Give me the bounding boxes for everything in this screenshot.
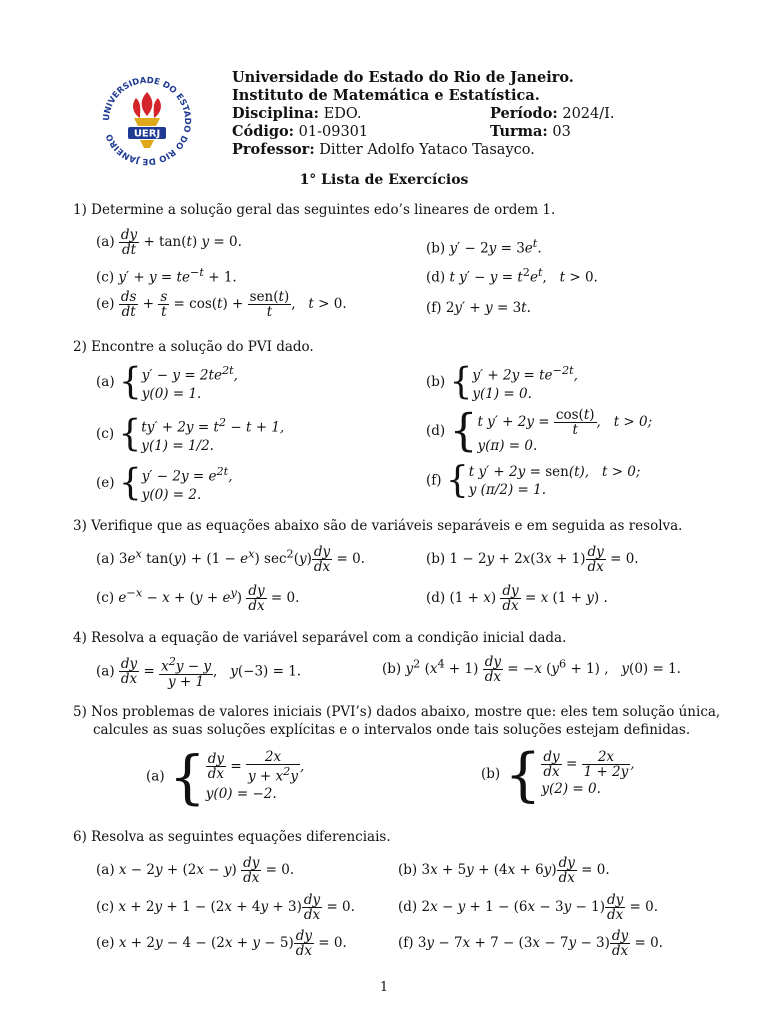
q5-item-a: (a) { $\frac{dy}{dx}$ = $\frac{2x}{y + x^2y}$ , y(0) = −2. [146, 742, 305, 811]
q3-item-d: (d) (1 + x) $\frac{dy}{dx}$ = x (1 + y) . [426, 583, 608, 614]
class-label: Turma: [490, 123, 548, 140]
question-5-line2: calcules as suas soluções explícitas e o intervalos onde tais soluções estejam definidas. [93, 722, 691, 738]
professor-value: Ditter Adolfo Yataco Tasayco. [319, 142, 535, 158]
q1-item-d: (d) t $y' - y = t^2e^t$, t > 0. [426, 266, 598, 286]
code-label: Código: [232, 123, 295, 140]
question-6: 6) Resolva as seguintes equações diferenciais. [73, 829, 391, 845]
uerj-logo [98, 72, 196, 170]
question-1: 1) Determine a solução geral das seguintes edo’s lineares de ordem 1. [73, 202, 556, 218]
q1-item-b: (b) $y' - 2y = 3e^t$. [426, 237, 542, 257]
period-label: Período: [490, 105, 558, 122]
q2-item-f: (f) {t y′ + 2y = sen(t), t > 0; y (π/2) = 1. [426, 460, 641, 501]
professor-label: Professor: [232, 141, 315, 158]
question-3: 3) Verifique que as equações abaixo são de variáveis separáveis e em seguida as resolva. [73, 518, 683, 534]
q1-item-a: (a) $\frac{dy}{dt}$ + tan(t) y = 0. [96, 227, 242, 258]
q1-item-c: (c) $y' + y = te^{-t} + 1$. [96, 266, 237, 286]
question-5-line1: 5) Nos problemas de valores iniciais (PVI’s) dados abaixo, mostre que: eles tem solução única, [73, 704, 721, 720]
logo-text: UERJ [133, 128, 161, 140]
discipline-label: Disciplina: [232, 105, 320, 122]
period-value: 2024/I. [562, 106, 615, 122]
page-title: 1° Lista de Exercícios [299, 172, 469, 188]
q1-item-f: (f) 2y′ + y = 3t. [426, 300, 531, 316]
question-4: 4) Resolva a equação de variável separável com a condição inicial dada. [73, 630, 567, 646]
question-2: 2) Encontre a solução do PVI dado. [73, 339, 314, 355]
q3-item-c: (c) $e^{-x} - x + (y + e^y)$ $\frac{dy}{dx}$ = 0. [96, 583, 300, 614]
svg-text:UNIVERSIDADE DO ESTADO DO RIO: UNIVERSIDADE DO ESTADO DO RIO DE JANEIRO [101, 75, 193, 167]
q1-item-e: (e) $\frac{ds}{dt}$ + $\frac{s}{t}$ = cos(t) + $\frac{\text{sen(t)}}{t}$ , t > 0. [96, 289, 347, 320]
q6-item-b: (b) 3x + 5y + (4x + 6y) $\frac{dy}{dx}$ = 0. [398, 855, 610, 886]
q6-item-e: (e) x + 2y − 4 − (2x + y − 5) $\frac{dy}{dx}$ = 0. [96, 928, 347, 959]
page-number: 1 [379, 980, 389, 995]
institute-name: Instituto de Matemática e Estatística. [232, 87, 540, 104]
q2-item-a: (a) {$y' - y = 2te^{2t}$, y(0) = 1. [96, 361, 238, 403]
q3-item-b: (b) 1 − 2y + 2x(3x + 1) $\frac{dy}{dx}$ = 0. [426, 544, 639, 575]
q6-item-f: (f) 3y − 7x + 7 − (3x − 7y − 3) $\frac{dy}{dx}$ = 0. [398, 928, 663, 959]
header [232, 69, 712, 159]
code-value: 01-09301 [298, 124, 369, 140]
q6-item-c: (c) x + 2y + 1 − (2x + 4y + 3) $\frac{dy}{dx}$ = 0. [96, 892, 355, 923]
q2-item-d: (d) {t y′ + 2y = $\frac{\cos(t)}{t}$ , t > 0; y(π) = 0. [426, 405, 653, 457]
discipline-value: EDO. [323, 106, 362, 122]
q6-item-a: (a) x − 2y + (2x − y) $\frac{dy}{dx}$ = 0. [96, 855, 295, 886]
q4-item-a: (a) $\frac{dy}{dx}$ = $\frac{x^2y - y}{y + 1}$ , y(−3) = 1. [96, 655, 302, 690]
university-name: Universidade do Estado do Rio de Janeiro. [232, 69, 574, 86]
q2-item-b: (b) {$y' + 2y = te^{-2t}$, y(1) = 0. [426, 361, 578, 403]
q4-item-b: (b) $y^2$ $(x^4 + 1)$ $\frac{dy}{dx}$ = −x $(y^6 + 1)$ , y(0) = 1. [382, 654, 681, 685]
q3-item-a: (a) $3e^x$ $\tan(y) + (1 - e^x)$ $\sec^2(y)$ $\frac{dy}{dx}$ = 0. [96, 544, 365, 575]
q2-item-c: (c) {$ty' + 2y = t^2 - t + 1$, y(1) = 1/2. [96, 413, 285, 455]
q5-item-b: (b) { $\frac{dy}{dx}$ = $\frac{2x}{1 + 2y}$ , y(2) = 0. [481, 740, 635, 809]
class-value: 03 [552, 124, 571, 140]
q2-item-e: (e) {$y' - 2y = e^{2t}$, y(0) = 2. [96, 462, 233, 504]
q6-item-d: (d) 2x − y + 1 − (6x − 3y − 1) $\frac{dy}{dx}$ = 0. [398, 892, 659, 923]
